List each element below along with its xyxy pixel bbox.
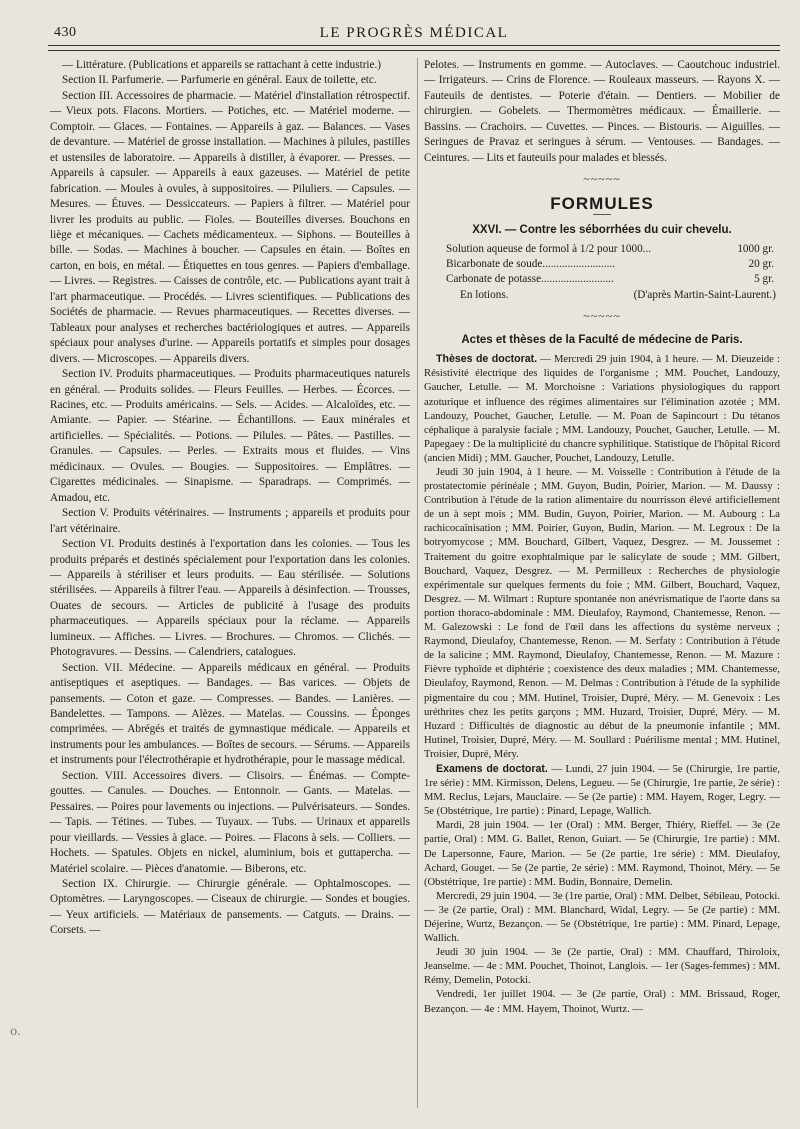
left-column (50, 58, 410, 939)
section-title: Actes et thèses de la Faculté de médecine de Paris. (461, 333, 743, 346)
recipe-item: Bicarbonate de soude.......................... (446, 257, 616, 270)
paragraph: — Littérature. (Publications et appareils se rattachant à cette industrie.) (62, 59, 382, 71)
margin-mark: o. (10, 1024, 21, 1038)
recipe-amount: 20 gr. (748, 257, 774, 270)
page-header (48, 22, 780, 44)
recipe-row (424, 242, 780, 257)
subheading: Thèses de doctorat. (436, 353, 538, 366)
paragraph: Mercredi, 29 juin 1904. — 3e (1re partie, Oral) : MM. Delbet, Sébileau, Potocki. — 3e (2e partie, Oral) : MM. Blanchard, Widal, Legry. — 5e (2e partie) : MM. Déjerine, Wurtz, Bezançon. — 5e (Obstétrique, 1re partie) : MM. Pinard, Lepage, Wallich. (424, 890, 780, 945)
header-rule (48, 45, 780, 51)
paragraph: Section. VIII. Accessoires divers. — Clisoirs. — Énémas. — Compte-gouttes. — Canules. — Douches. — Entonnoir. — Gants. — Matelas. — Pessaires. — Poires pour lavements ou injections. — Pulvérisateurs. — Sondes. — Tapis. — Tétines. — Tubes. — Tuyaux. — Tubs. — Urinaux et appareils pour vieillards. — Vessies à glace. — Poires. — Flacons à sels. — Colliers. — Hochets. — Spatules. Objets en nickel, aluminium, bois et guttapercha. — Matériel scolaire. — Pièces d'anatomie. — Biberons, etc. (50, 769, 410, 875)
recipe-amount: 1000 gr. (737, 242, 774, 255)
recipe-source: (D'après Martin-Saint-Laurent.) (633, 288, 776, 301)
recipe-amount: 5 gr. (754, 273, 774, 286)
recipe-footer (424, 288, 780, 303)
column-divider (417, 58, 418, 1108)
paragraph: Section VI. Produits destinés à l'exportation dans les colonies. — Tous les produits préparés et destinés spécialement pour l'exportation dans les colonies. — Appareils à stériliser et leurs produits. — Eau stérilisée. — Solutions stérilisées. — Appareils à filtrer l'eau. — Appareils à désinfection. — Trousses, Ouates de secours. — Articles de publicité à l'usage des produits pharmaceutiques. — Appareils spéciaux pour la réclame. — Appareils lumineux. — Affiches. — Livres. — Brochures. — Chromos. — Clichés. — Photogravures. — Dessins. — Calendriers, catalogues. (50, 538, 410, 659)
paragraph (424, 352, 780, 466)
paragraph: Section. VII. Médecine. — Appareils médicaux en général. — Produits antiseptiques et aseptiques. — Bandages. — Bas varices. — Objets de pansements. — Coton et gaze. — Compresses. — Bandes. — Lanières. — Bandelettes. — Tampons. — Alèzes. — Matelas. — Coussins. — Éponges comprimées. — Abrégés et traités de gymnastique médicale. — Appareils et instruments pour les ambulances. — Boîtes de secours. — Sérums. — Appareils et instruments pour l'électrothérapie et hydrothérapie, pour le massage médical. (50, 661, 410, 767)
paragraph: Section V. Produits vétérinaires. — Instruments ; appareils et produits pour l'art vétérinaire. (50, 507, 410, 535)
recipe-row (424, 272, 780, 287)
subheading: Examens de doctorat. (436, 762, 548, 775)
paragraph: Jeudi 30 juin 1904, à 1 heure. — M. Voisselle : Contribution à l'étude de la prostatectomie périnéale ; MM. Guyon, Budin, Poirier, Marion. — M. Daussy : Contribution à l'étude de la ration alimentaire du nourrisson élevé artificiellement de un à sept mois ; MM. Budin, Guyon, Poirier, Marion. — M. Aubourg : La rachicocaïnisation ; MM. Poirier, Guyon, Budin, Marion. — M. Legroux : De la botryomycose ; MM. Bouchard, Gilbert, Vaquez, Desgrez. — M. Joussemet : Traitement du goitre exophtalmique par le salicylate de soude ; MM. Gilbert, Bouchard, Vaquez, Desgrez. — M. Permilleux : Recherches de physiologie expérimentale sur quelques ferments du foie ; MM. Gilbert, Bouchard, Vaquez, Desgrez. — M. Wilmart : Rupture spontanée non anévrismatique de l'aorte dans sa portion thoraco-abdominale : MM. Dieulafoy, Raymond, Chantemesse, Renon. — M. Galezowski : Le fond de l'œil dans les affections du système nerveux ; Raymond, Dieulafoy, Chantemesse, Renon. — M. Serfaty : Contribution à l'étude de la salicine ; MM. Raymond, Dieulafoy, Chantemesse, Renon. — M. Mazure : Fièvre typhoïde et diphtérie ; coexistence des deux maladies ; MM. Chantemesse, Dieulafoy, Raymond, Renon. — M. Delmas : Contribution à l'étude de la syphilide pigmentaire du cou ; MM. Hutinel, Troisier, Dupré, Méry. — M. Genevoix : Les uréthrites chez les petits garçons ; MM. Huzard, Troisier, Dupré, Méry. — M. Huzard : Difficultés de diagnostic au début de la pneumonie infantile ; MM. Hutinel, Troisier, Dupré, Méry. — M. Soullard : Puérilisme mental ; MM. Hutinel, Troisier, Dupré, Méry. (424, 467, 780, 760)
paragraph: Mardi, 28 juin 1904. — 1er (Oral) : MM. Berger, Thiéry, Rieffel. — 3e (2e partie, Oral) : MM. G. Ballet, Renon, Guiart. — 5e (Chirurgie, 1re partie) : MM. De Lapersonne, Faure, Marion. — 5e (2e partie, 1re série) : MM. Dieulafoy, Achard, Gouget. — 5e (2e partie, 2e série) : MM. Raymond, Thoinot, Méry. — 5e (Obstétrique, 1re partie) : MM. Budin, Bonnaire, Demelin. (424, 820, 780, 888)
section-title: FORMULES (550, 193, 654, 213)
paragraph: Section IV. Produits pharmaceutiques. — Produits pharmaceutiques naturels en général. — Produits solides. — Fleurs Feuilles. — Herbes. — Écorces. — Racines, etc. — Produits américains. — Sels. — Acides. — Alcaloïdes, etc. — Amiante. — Papier. — Stéarine. — Échantillons. — Eaux minérales et artificielles. — Spécialités. — Potions. — Pilules. — Pâtes. — Pastilles. — Granules. — Capsules. — Perles. — Extraits mous et fluides. — Vins médicinaux. — Ovules. — Bougies. — Suppositoires. — Emplâtres. — Cigarettes médicinales. — Sinapisme. — Sparadraps. — Comprimés. — Amadou, etc. (50, 368, 410, 504)
ornament-divider: ~~~~~ (583, 172, 621, 187)
paragraph: Vendredi, 1er juillet 1904. — 3e (2e partie, Oral) : MM. Brissaud, Roger, Bezançon. — 4e : MM. Hayem, Thoinot, Wurtz. — (424, 989, 780, 1015)
recipe-usage: En lotions. (460, 288, 509, 301)
recipe-row (424, 257, 780, 272)
paragraph: Pelotes. — Instruments en gomme. — Autoclaves. — Caoutchouc industriel. — Irrigateurs. — Crins de Florence. — Rouleaux masseurs. — Rayons X. — Fauteuils de dentistes. — Poterie d'étain. — Dentiers. — Mobilier de chirurgien. — Gobelets. — Thermomètres médicaux. — Émaillerie. — Bassins. — Crachoirs. — Cuvettes. — Pinces. — Bistouris. — Aiguilles. — Seringues de Pravaz et seringues à sérum. — Ventouses. — Bandages. — Ceintures. — Lits et fauteuils pour malades et blessés. (424, 59, 780, 164)
recipe-title: XXVI. — Contre les séborrhées du cuir chevelu. (472, 224, 732, 237)
page-number: 430 (54, 25, 77, 40)
paragraph: Section II. Parfumerie. — Parfumerie en général. Eaux de toilette, etc. (62, 74, 377, 87)
recipe-item: Carbonate de potasse.......................... (446, 273, 614, 286)
paragraph-text: — Mercredi 29 juin 1904, à 1 heure. — M. Dieuzeide : Résistivité électrique des liquides de l'organisme ; MM. Pouchet, Landouzy, Gaucher, Letulle. — M. Morchoisne : Variations physiologiques du rapport azoturique et influence des régimes alimentaires sur l'élimination azotée ; MM. Landouzy, Pouchet, Gaucher, Letulle. — M. Poan de Sapincourt : Du tétanos céphalique à paralysie faciale ; MM. Landouzy, Pouchet, Gaucher, Letulle. — M. Papegaey : De la multiplicité du chancre syphilitique. Statistique de l'hôpital Ricord (ancien Midi) ; MM. Gaucher, Pouchet, Landouzy, Letulle. (424, 354, 780, 464)
short-rule (593, 214, 611, 215)
paragraph: Section III. Accessoires de pharmacie. — Matériel d'installation rétrospectif. — Vieux pots. Flacons. Mortiers. — Potiches, etc. — Matériel moderne. — Comptoir. — Glaces. — Fontaines. — Appareils à gaz. — Balances. — Vases de devanture. — Matériel de grosse installation. — Machines à pilules, pastilles et ustensiles de laboratoire. — Appareils à distiller, à évaporer. — Presses. — Appareils à capsuler. — Appareils à eaux gazeuses. — Matériel de petite fabrication. — Moules à ovules, à suppositoires. — Piluliers. — Capsules. — Mesures. — Étuves. — Dessiccateurs. — Papiers à filtrer. — Matériel pour livrer les produits au public. — Fioles. — Bouteilles diverses. Bouchons en liège et mécaniques. — Cachets médicamenteux. — Siphons. — Bouteilles à bille. — Sodas. — Machines à boucher. — Capsules en étain. — Boîtes en carton, en bois, en métal. — Étiquettes en tous genres. — Papiers d'emballage. — Livres. — Registres. — Caisses de contrôle, etc. — Publications ayant trait à l'art pharmaceutique. — Procédés. — Livres scientifiques. — Publications des Sociétés de pharmacie. — Revues pharmaceutiques. — Recettes diverses. — Tableaux pour analyses et recherches bactériologiques et autres. — Appareils spéciaux pour analyses d'urine. — Appareils portatifs et simples pour dosages divers. — Microscopes. — Appareils divers. (50, 89, 410, 365)
right-column (424, 58, 780, 1017)
recipe-item: Solution aqueuse de formol à 1/2 pour 1000... (446, 242, 652, 255)
paragraph: Jeudi 30 juin 1904. — 3e (2e partie, Oral) : MM. Chauffard, Thiroloix, Jeanselme. — 4e : MM. Pouchet, Thoinot, Langlois. — 1er (Sages-femmes) : MM. Rémy, Demelin, Potocki. (424, 947, 780, 987)
paragraph: Section IX. Chirurgie. — Chirurgie générale. — Ophtalmoscopes. — Optomètres. — Laryngoscopes. — Ciseaux de chirurgie. — Sondes et bougies. — Yeux artificiels. — Matériaux de pansements. — Catguts. — Drains. — Corsets. — (50, 878, 410, 937)
ornament-divider: ~~~~~ (583, 309, 621, 324)
paragraph (424, 762, 780, 819)
running-title: LE PROGRÈS MÉDICAL (319, 25, 509, 41)
paragraph-text: — Lundi, 27 juin 1904. — 5e (Chirurgie, 1re partie, 1re série) : MM. Kirmisson, Delens, Legueu. — 5e (Chirurgie, 1re partie, 2e série) : MM. Reclus, Lejars, Mauclaire. — 5e (2e partie) : MM. Hayem, Roger, Legry. — 5e (Obstétrique, 1re partie) : Pinard, Lepage, Wallich. (424, 763, 780, 818)
